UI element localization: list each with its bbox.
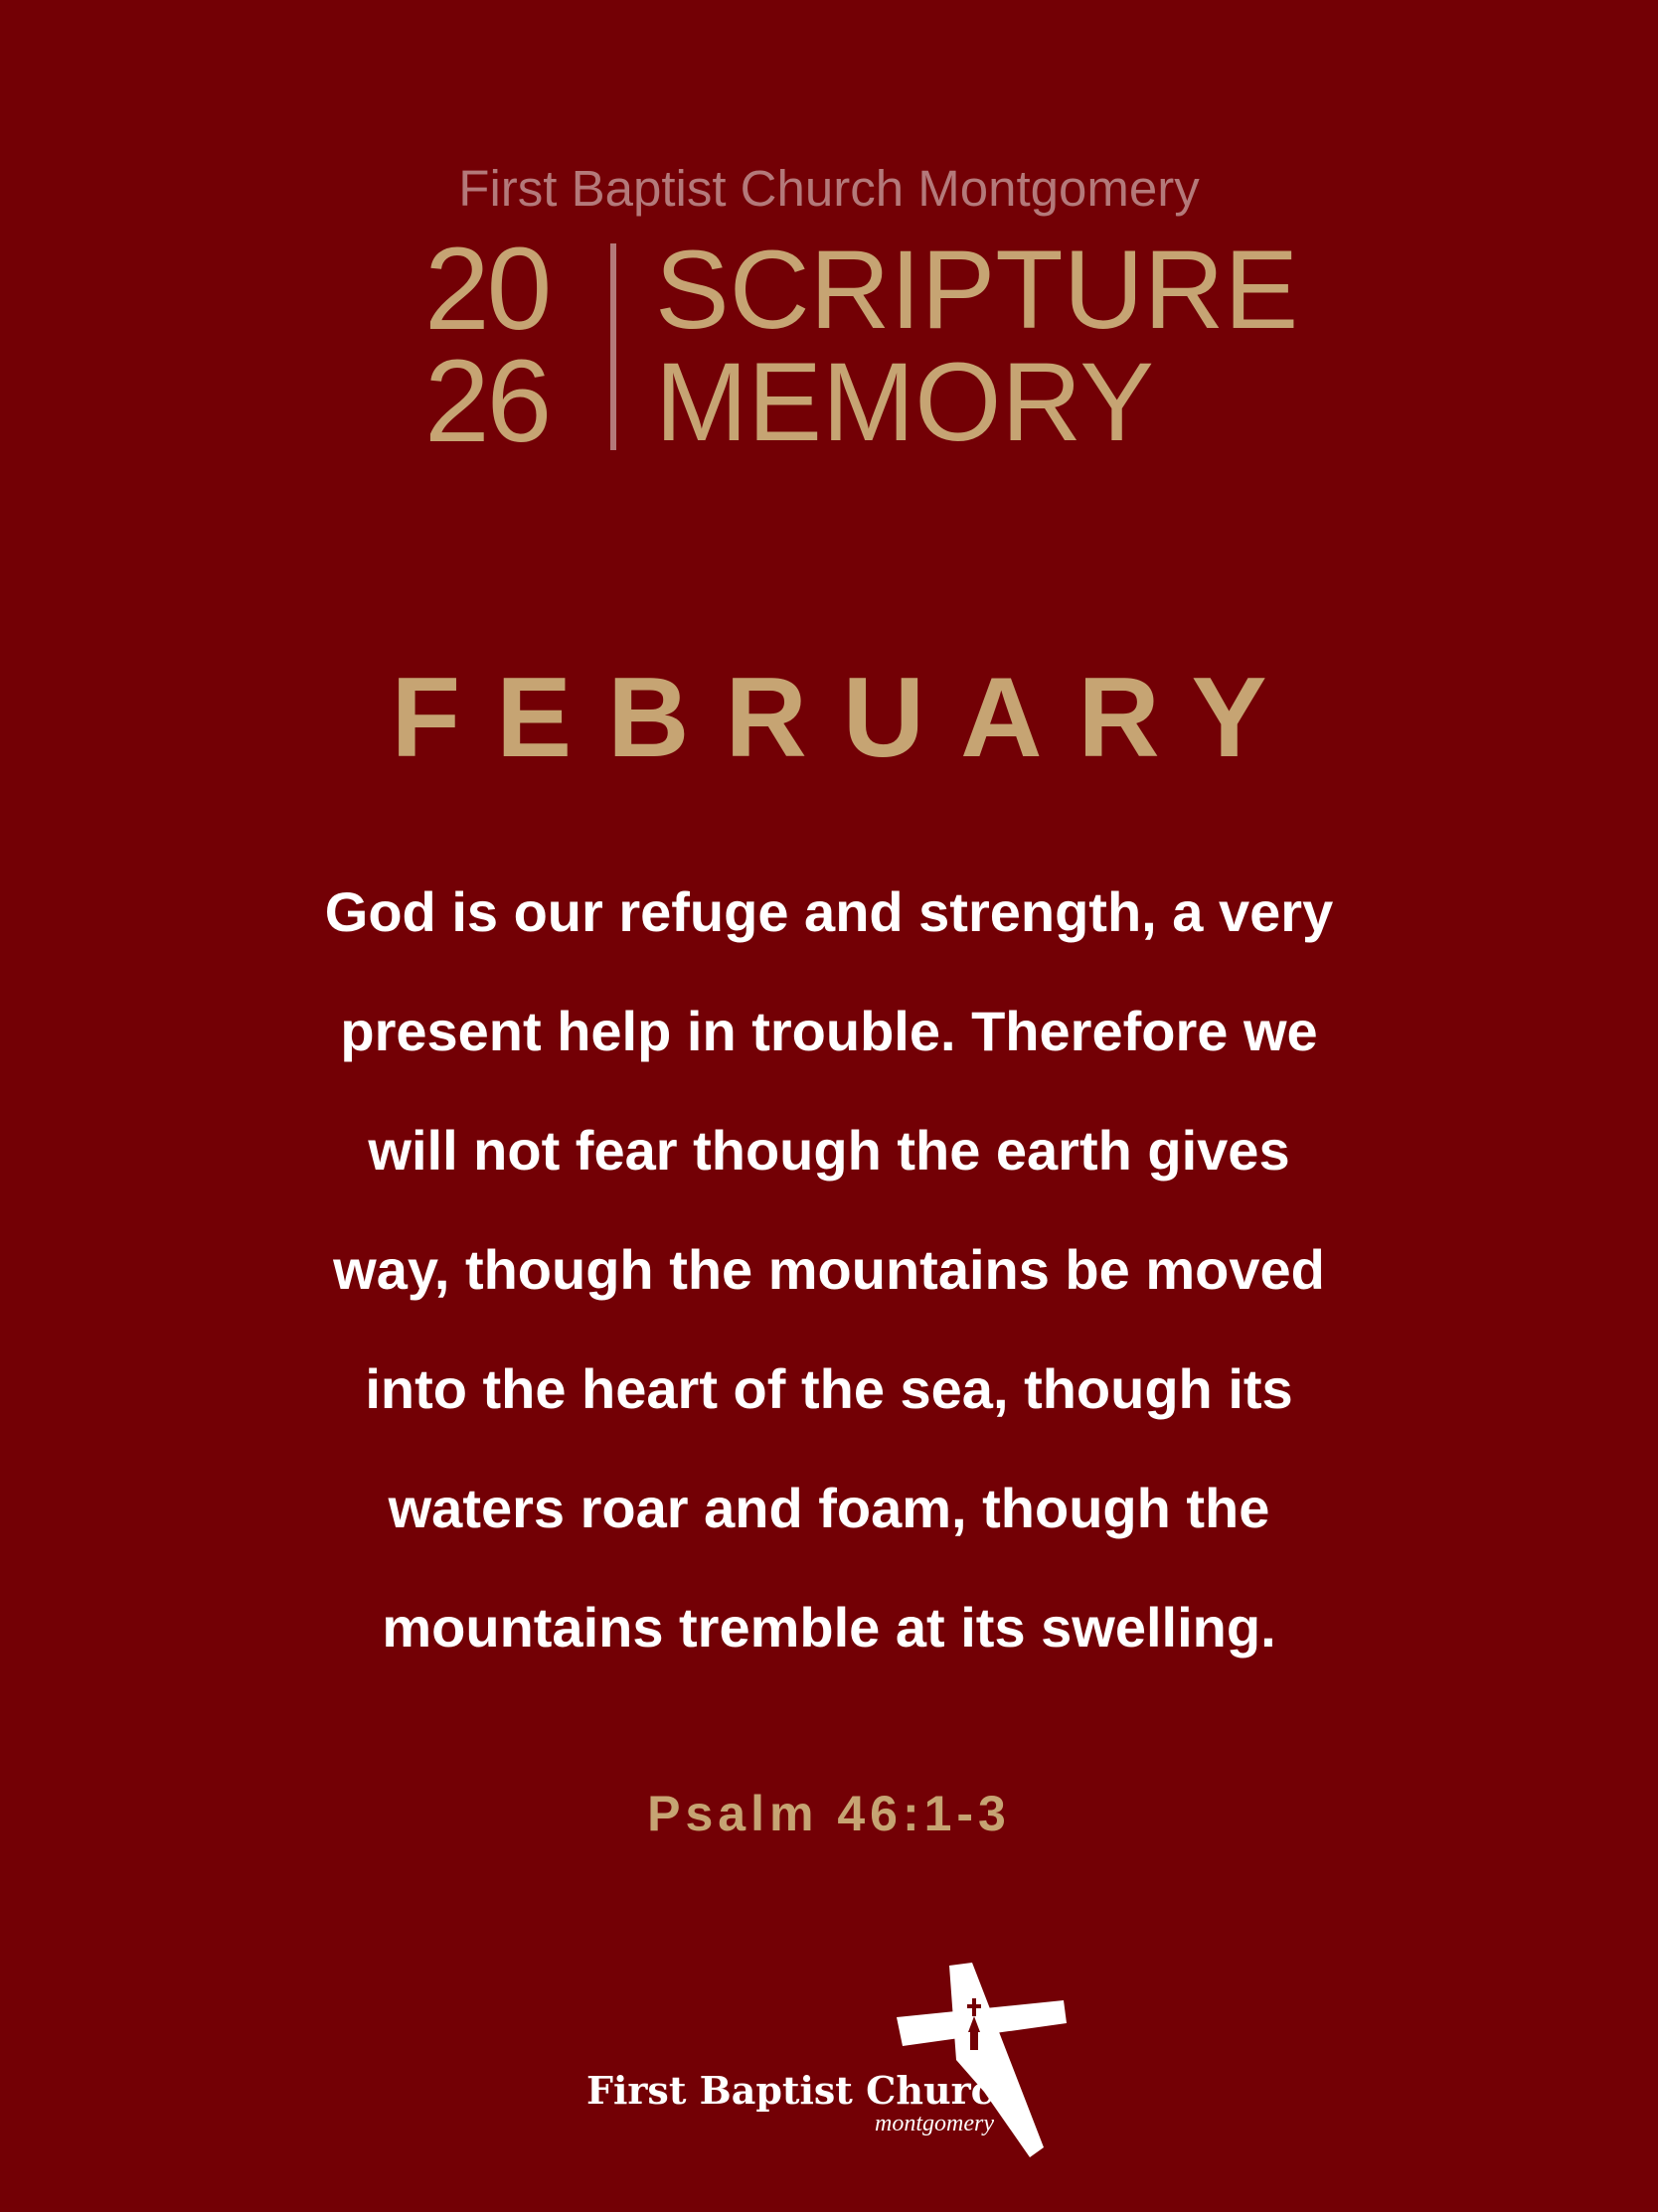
- verse-text: [199, 853, 1459, 1687]
- church-logo-subtitle: montgomery: [875, 2111, 994, 2136]
- verse-line: will not fear though the earth gives: [368, 1119, 1290, 1182]
- verse-line: mountains tremble at its swelling.: [382, 1596, 1276, 1659]
- title-line-memory: MEMORY: [655, 340, 1154, 464]
- verse-line: present help in trouble. Therefore we: [340, 1000, 1318, 1062]
- title-line-scripture: SCRIPTURE: [655, 228, 1299, 352]
- verse-reference: Psalm 46:1-3: [647, 1786, 1011, 1841]
- month-heading: FEBRUARY: [391, 655, 1303, 781]
- scripture-memory-logo: [424, 224, 1299, 467]
- scripture-memory-title: [655, 228, 1299, 464]
- church-logo: [586, 1963, 1083, 2161]
- year: [424, 224, 583, 467]
- verse-line: into the heart of the sea, though its: [365, 1357, 1293, 1420]
- church-logo-name: First Baptist Church: [586, 2068, 1022, 2113]
- logo-divider: [610, 243, 616, 450]
- year-bottom: 26: [424, 336, 550, 467]
- verse-line: way, though the mountains be moved: [333, 1238, 1325, 1301]
- verse-line: waters roar and foam, though the: [388, 1477, 1270, 1539]
- year-top: 20: [424, 224, 550, 355]
- church-name-heading: First Baptist Church Montgomery: [458, 160, 1200, 217]
- verse-line: God is our refuge and strength, a very: [324, 880, 1334, 943]
